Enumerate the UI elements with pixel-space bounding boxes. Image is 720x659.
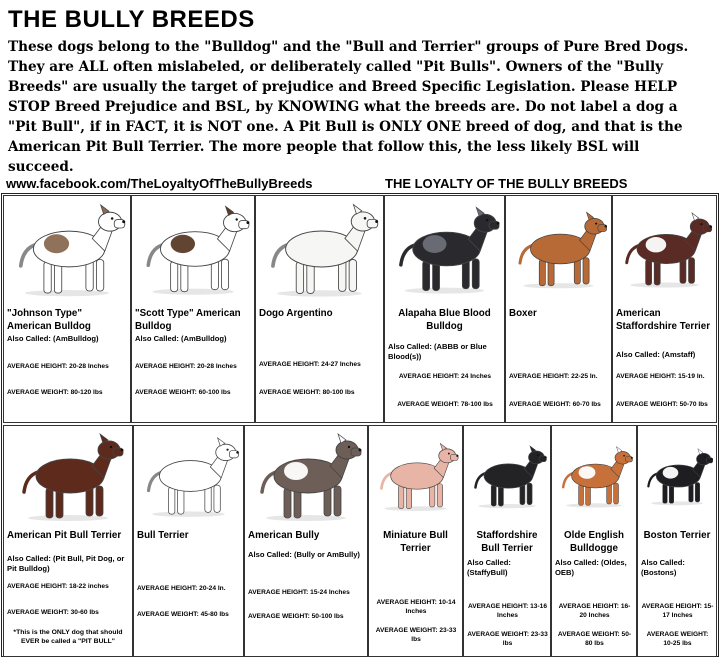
- dog-illustration: [134, 426, 243, 526]
- breed-note: *This is the ONLY dog that should EVER be called a "PIT BULL": [13, 629, 123, 645]
- breed-height: AVERAGE HEIGHT: 15-17 Inches: [641, 603, 714, 619]
- breed-height: AVERAGE HEIGHT: 10-14 Inches: [376, 599, 456, 615]
- breed-card: [551, 425, 637, 657]
- breed-aka: Also Called: (Pit Bull, Pit Dog, or Pit Bulldog): [7, 554, 125, 573]
- intro-line: STOP Breed Prejudice and BSL, by KNOWING what the breeds are. Do not label a dog a: [8, 99, 678, 115]
- breed-name: "Johnson Type" American Bulldog: [7, 308, 91, 332]
- intro-line: Breeds" are usually the target of prejudice and Breed Specific Legislation. Please HELP: [8, 79, 678, 95]
- breed-weight: AVERAGE WEIGHT: 23-33 lbs: [375, 627, 457, 643]
- breed-photo: [134, 426, 243, 526]
- breed-card: [131, 195, 255, 423]
- breed-name: American Pit Bull Terrier: [7, 530, 122, 541]
- breed-name: Boxer: [509, 308, 537, 319]
- dog-illustration: [4, 426, 132, 526]
- breed-photo: [613, 196, 716, 302]
- breed-weight: AVERAGE WEIGHT: 10-25 lbs: [646, 631, 709, 647]
- dog-illustration: [506, 196, 611, 302]
- breed-weight: AVERAGE WEIGHT: 60-70 lbs: [509, 401, 601, 408]
- breed-photo: [369, 426, 462, 526]
- breed-card: [463, 425, 551, 657]
- breed-weight: AVERAGE WEIGHT: 45-80 lbs: [137, 611, 229, 618]
- breed-height: AVERAGE HEIGHT: 20-28 Inches: [135, 363, 237, 370]
- breed-photo: [245, 426, 367, 526]
- dog-illustration: [638, 426, 716, 526]
- facebook-link[interactable]: www.facebook.com/TheLoyaltyOfTheBullyBreeds: [6, 176, 313, 191]
- intro-line: "Pit Bull", if in FACT, it is NOT one. A Pit Bull is ONLY ONE breed of dog, and that is the: [8, 119, 683, 135]
- breed-height: AVERAGE HEIGHT: 24-27 Inches: [259, 361, 361, 368]
- dog-illustration: [385, 196, 504, 302]
- page-title: THE BULLY BREEDS: [8, 6, 255, 33]
- breed-weight: AVERAGE WEIGHT: 50-70 lbs: [616, 401, 708, 408]
- breed-name: Boston Terrier: [643, 530, 711, 541]
- breed-name: Dogo Argentino: [259, 308, 333, 319]
- breed-height: AVERAGE HEIGHT: 16-20 Inches: [558, 603, 631, 619]
- breed-photo: [464, 426, 550, 526]
- dog-illustration: [132, 196, 254, 302]
- intro-line: succeed.: [8, 159, 74, 175]
- breed-photo: [638, 426, 716, 526]
- breed-card: [384, 195, 505, 423]
- breed-weight: AVERAGE WEIGHT: 78-100 lbs: [397, 401, 493, 408]
- dog-illustration: [4, 196, 130, 302]
- breed-aka: Also Called: (ABBB or Blue Blood(s)): [388, 342, 487, 361]
- breed-weight: AVERAGE WEIGHT: 60-100 lbs: [135, 389, 231, 396]
- breed-height: AVERAGE HEIGHT: 13-16 Inches: [467, 603, 548, 619]
- breed-weight: AVERAGE WEIGHT: 50-80 lbs: [557, 631, 632, 647]
- breed-aka: Also Called: (AmBulldog): [7, 334, 99, 343]
- breed-name: Bull Terrier: [137, 530, 189, 541]
- dog-illustration: [369, 426, 462, 526]
- breed-height: AVERAGE HEIGHT: 22-25 In.: [509, 373, 598, 380]
- dog-illustration: [256, 196, 383, 302]
- breed-aka: Also Called: (Oldes, OEB): [555, 558, 627, 577]
- breed-card: [244, 425, 368, 657]
- breed-name: Miniature Bull Terrier: [383, 530, 448, 554]
- breed-aka: Also Called: (AmBulldog): [135, 334, 227, 343]
- breed-photo: [385, 196, 504, 302]
- breed-height: AVERAGE HEIGHT: 15-19 In.: [616, 373, 705, 380]
- breed-height: AVERAGE HEIGHT: 24 Inches: [398, 373, 492, 380]
- breed-aka: Also Called: (Bostons): [641, 558, 685, 577]
- breed-card: [3, 425, 133, 657]
- breed-photo: [4, 196, 130, 302]
- breed-card: [637, 425, 717, 657]
- dog-illustration: [613, 196, 716, 302]
- breed-aka: Also Called: (Amstaff): [616, 350, 696, 359]
- dog-illustration: [464, 426, 550, 526]
- breed-photo: [132, 196, 254, 302]
- breed-weight: AVERAGE WEIGHT: 80-100 lbs: [259, 389, 355, 396]
- breed-name: American Bully: [248, 530, 320, 541]
- intro-line: American Pit Bull Terrier. The more people that follow this, the less likely BSL will: [8, 139, 640, 155]
- breed-name: American Staffordshire Terrier: [616, 308, 711, 332]
- intro-text: [8, 37, 714, 177]
- breed-weight: AVERAGE WEIGHT: 50-100 lbs: [248, 613, 344, 620]
- breed-card: [368, 425, 463, 657]
- breed-card: [255, 195, 384, 423]
- breed-name: Olde English Bulldogge: [564, 530, 624, 554]
- dog-illustration: [245, 426, 367, 526]
- intro-line: They are ALL often mislabeled, or deliberately called "Pit Bulls". Owners of the "Bully: [8, 59, 664, 75]
- breed-photo: [552, 426, 636, 526]
- breed-card: [133, 425, 244, 657]
- intro-line: These dogs belong to the "Bulldog" and the "Bull and Terrier" groups of Pure Bred Dogs.: [8, 39, 689, 55]
- breed-card: [612, 195, 717, 423]
- breed-photo: [4, 426, 132, 526]
- breed-name: Alapaha Blue Blood Bulldog: [398, 308, 491, 332]
- breed-card: [3, 195, 131, 423]
- breed-weight: AVERAGE WEIGHT: 80-120 lbs: [7, 389, 103, 396]
- breed-name: "Scott Type" American Bulldog: [135, 308, 241, 332]
- breed-height: AVERAGE HEIGHT: 15-24 Inches: [248, 589, 350, 596]
- breed-height: AVERAGE HEIGHT: 20-24 In.: [137, 585, 226, 592]
- breed-photo: [256, 196, 383, 302]
- breed-aka: Also Called: (Bully or AmBully): [248, 550, 360, 559]
- breed-photo: [506, 196, 611, 302]
- loyalty-heading: THE LOYALTY OF THE BULLY BREEDS: [385, 176, 628, 191]
- breed-name: Staffordshire Bull Terrier: [476, 530, 538, 554]
- breed-height: AVERAGE HEIGHT: 18-22 inches: [7, 583, 109, 590]
- breed-weight: AVERAGE WEIGHT: 23-33 lbs: [467, 631, 548, 647]
- breed-weight: AVERAGE WEIGHT: 30-60 lbs: [7, 609, 99, 616]
- dog-illustration: [552, 426, 636, 526]
- breed-aka: Also Called: (StaffyBull): [467, 558, 511, 577]
- breed-card: [505, 195, 612, 423]
- breed-height: AVERAGE HEIGHT: 20-28 Inches: [7, 363, 109, 370]
